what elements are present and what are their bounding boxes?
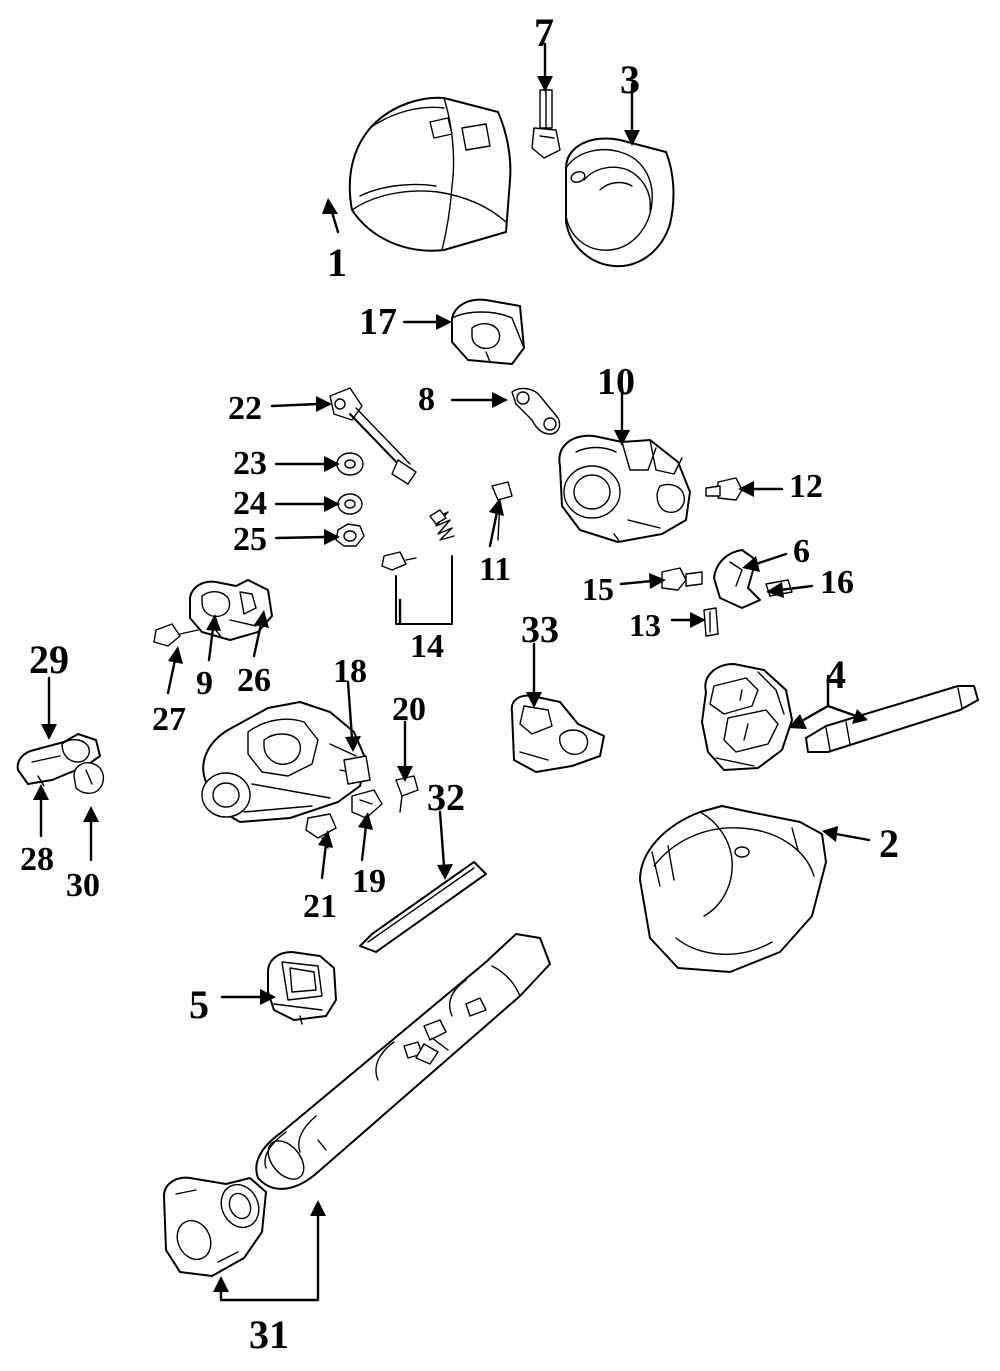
part-column-flange xyxy=(164,1178,266,1276)
callout-11: 11 xyxy=(479,551,512,588)
callout-30: 30 xyxy=(66,867,100,904)
callout-6: 6 xyxy=(793,533,810,570)
part-lock-bracket xyxy=(452,300,524,364)
part-pin-13 xyxy=(704,608,718,636)
callout-7: 7 xyxy=(534,10,554,55)
part-bolt-15 xyxy=(662,568,702,590)
part-spring-14 xyxy=(382,510,454,624)
part-lower-shroud xyxy=(640,806,826,972)
callout-4: 4 xyxy=(826,652,846,697)
callout-25: 25 xyxy=(233,521,267,558)
callout-33: 33 xyxy=(521,609,559,651)
part-upper-shroud xyxy=(350,98,511,251)
part-arm-30 xyxy=(74,763,103,794)
callout-17: 17 xyxy=(359,301,397,343)
part-bolt-27 xyxy=(154,624,198,646)
callout-28: 28 xyxy=(20,841,54,878)
part-bolt-12 xyxy=(706,478,742,500)
callout-24: 24 xyxy=(233,485,267,522)
callout-29: 29 xyxy=(29,637,69,682)
callout-19: 19 xyxy=(352,863,386,900)
part-bolt-20 xyxy=(396,776,418,812)
callout-15: 15 xyxy=(582,571,614,607)
part-switch-5 xyxy=(268,952,336,1024)
callout-1: 1 xyxy=(327,240,347,285)
callout-32: 32 xyxy=(427,777,465,819)
callout-2: 2 xyxy=(879,821,899,866)
callout-13: 13 xyxy=(629,607,661,643)
callout-5: 5 xyxy=(189,982,209,1027)
part-collar-ring xyxy=(566,138,673,266)
callout-31: 31 xyxy=(249,1312,289,1357)
callout-10: 10 xyxy=(597,361,635,403)
callout-3: 3 xyxy=(620,57,640,102)
part-washer-23 xyxy=(337,453,363,475)
callout-22: 22 xyxy=(228,390,262,427)
callout-16: 16 xyxy=(820,564,854,601)
callout-18: 18 xyxy=(333,653,367,690)
part-column-housing xyxy=(202,702,370,822)
callout-9: 9 xyxy=(196,665,213,702)
callout-21: 21 xyxy=(303,888,337,925)
part-tilt-pin xyxy=(532,90,560,158)
part-bracket-33 xyxy=(512,696,604,772)
callout-14: 14 xyxy=(410,628,444,665)
callout-8: 8 xyxy=(418,381,435,418)
callout-12: 12 xyxy=(789,468,823,505)
callout-23: 23 xyxy=(233,445,267,482)
callout-27: 27 xyxy=(152,701,186,738)
part-nut-25 xyxy=(336,524,364,546)
part-small-link xyxy=(512,389,560,434)
callout-20: 20 xyxy=(392,691,426,728)
callout-26: 26 xyxy=(237,662,271,699)
part-lock-housing xyxy=(559,436,690,542)
part-washer-24 xyxy=(338,494,362,514)
